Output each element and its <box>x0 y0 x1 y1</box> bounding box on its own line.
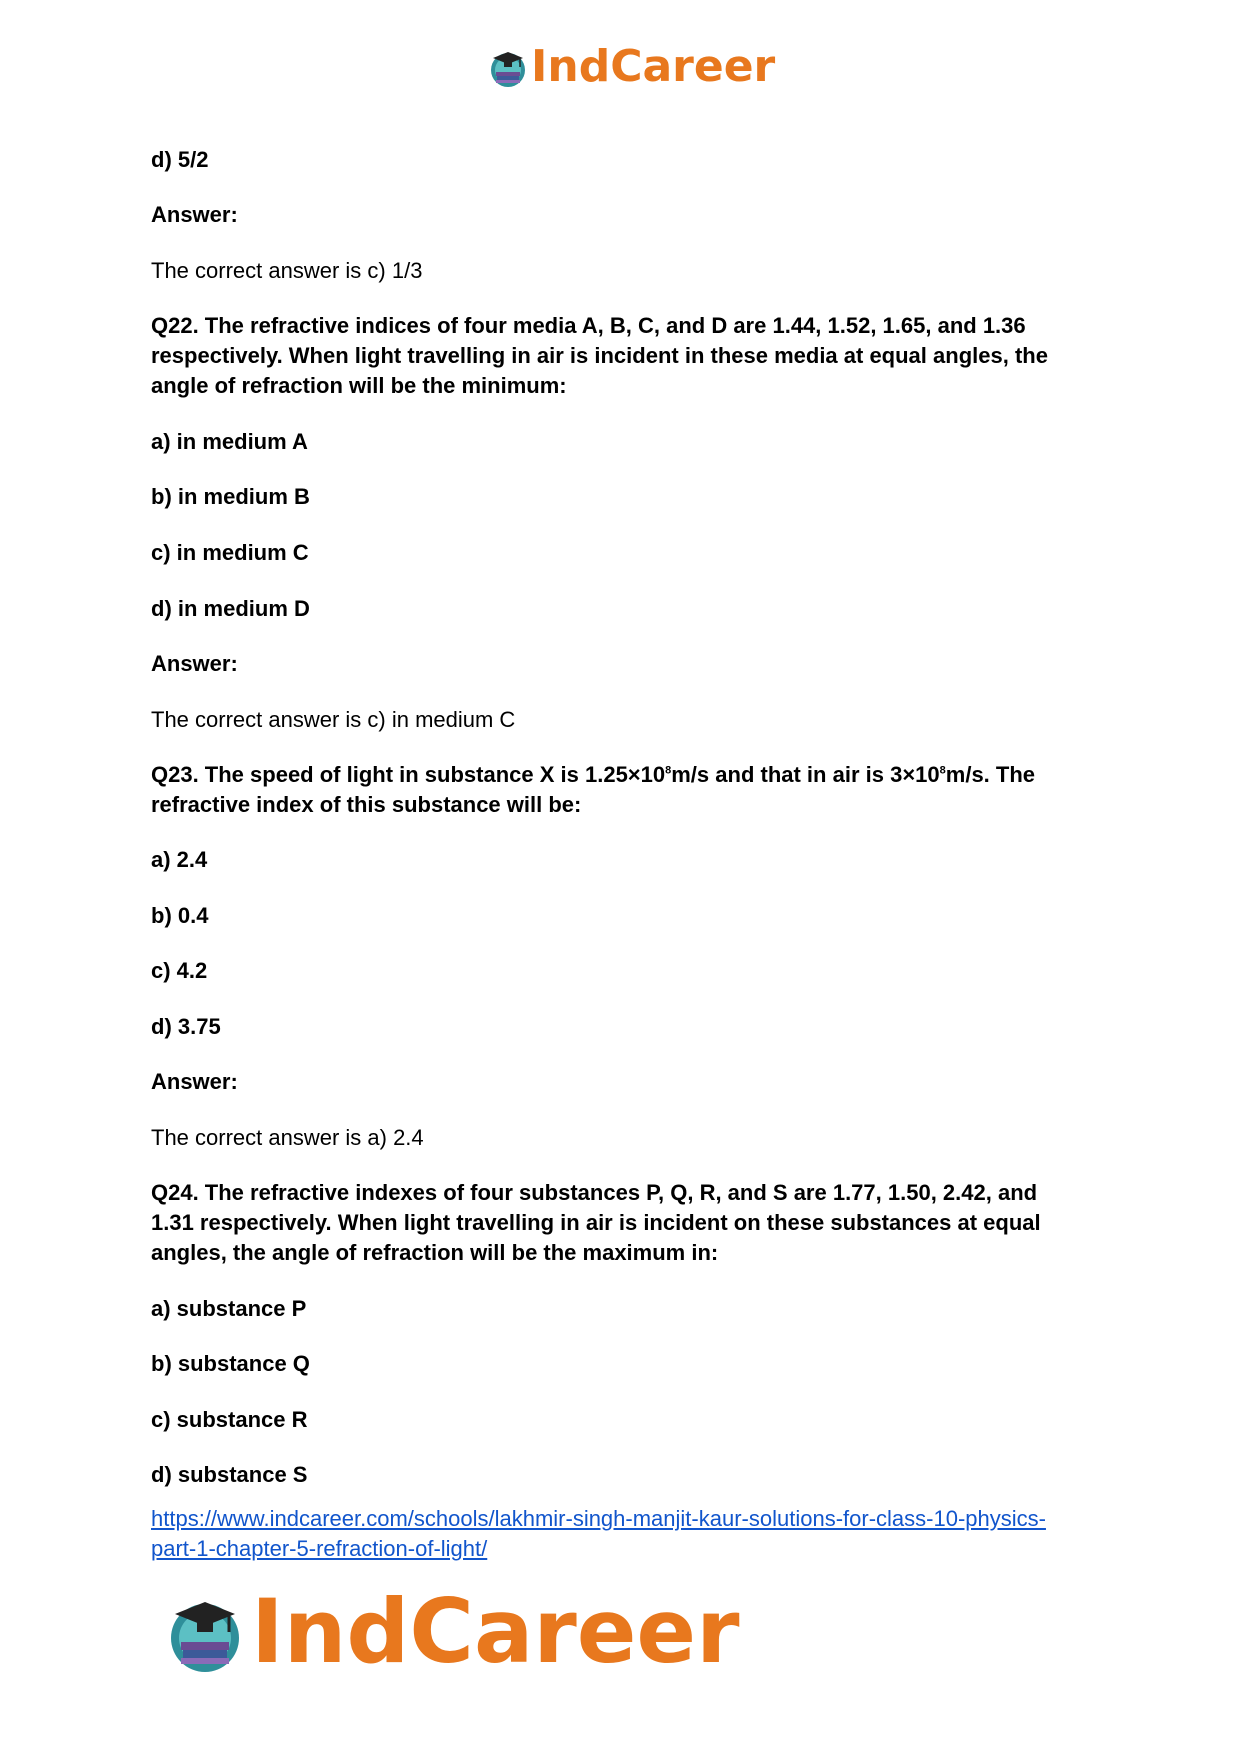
source-link-line-1[interactable]: https://www.indcareer.com/schools/lakhmir-singh-manjit-kaur-solutions-for-class-10-physics- <box>151 1506 1046 1531</box>
q23-text-c: m/s. The <box>945 762 1036 787</box>
q24-question-line-2: 1.31 respectively. When light travelling in air is incident on these substances at equal <box>151 1210 1041 1235</box>
q22-answer-text: The correct answer is c) in medium C <box>151 707 516 732</box>
q24-question-line-3: angles, the angle of refraction will be the maximum in: <box>151 1240 719 1265</box>
graduation-book-icon <box>487 46 529 88</box>
q23-option-a: a) 2.4 <box>151 847 208 872</box>
source-link-line-2[interactable]: part-1-chapter-5-refraction-of-light/ <box>151 1536 488 1561</box>
footer-logo <box>163 1582 740 1682</box>
q21-answer-text: The correct answer is c) 1/3 <box>151 258 423 283</box>
q23-text-b: m/s and that in air is 3×10 <box>671 762 940 787</box>
q24-option-b: b) substance Q <box>151 1351 310 1376</box>
q23-option-d: d) 3.75 <box>151 1014 221 1039</box>
graduation-book-icon <box>163 1590 247 1674</box>
logo-text: IndCareer <box>251 1580 740 1683</box>
q21-option-d: d) 5/2 <box>151 147 209 172</box>
q23-question-line-1 <box>151 760 1035 790</box>
q24-option-c: c) substance R <box>151 1407 308 1432</box>
q23-text-a: Q23. The speed of light in substance X is 1.25×10 <box>151 762 666 787</box>
q22-option-c: c) in medium C <box>151 540 309 565</box>
q24-question-line-1: Q24. The refractive indexes of four substances P, Q, R, and S are 1.77, 1.50, 2.42, and <box>151 1180 1038 1205</box>
q23-exponent-1: 8 <box>665 764 672 777</box>
header-logo <box>487 42 775 92</box>
q22-question-line-3: angle of refraction will be the minimum: <box>151 373 567 398</box>
q22-question-line-1: Q22. The refractive indices of four media A, B, C, and D are 1.44, 1.52, 1.65, and 1.36 <box>151 313 1026 338</box>
q23-exponent-2: 8 <box>939 764 946 777</box>
q23-option-c: c) 4.2 <box>151 958 208 983</box>
q21-answer-label: Answer: <box>151 202 238 227</box>
logo-text: IndCareer <box>531 41 776 92</box>
q24-option-d: d) substance S <box>151 1462 308 1487</box>
q23-question-line-2: refractive index of this substance will be: <box>151 792 582 817</box>
q23-answer-text: The correct answer is a) 2.4 <box>151 1125 424 1150</box>
q22-answer-label: Answer: <box>151 651 238 676</box>
q23-answer-label: Answer: <box>151 1069 238 1094</box>
q23-option-b: b) 0.4 <box>151 903 209 928</box>
q22-option-b: b) in medium B <box>151 484 310 509</box>
q24-option-a: a) substance P <box>151 1296 307 1321</box>
q22-option-d: d) in medium D <box>151 596 310 621</box>
q22-option-a: a) in medium A <box>151 429 308 454</box>
q22-question-line-2: respectively. When light travelling in air is incident in these media at equal angles, the <box>151 343 1048 368</box>
